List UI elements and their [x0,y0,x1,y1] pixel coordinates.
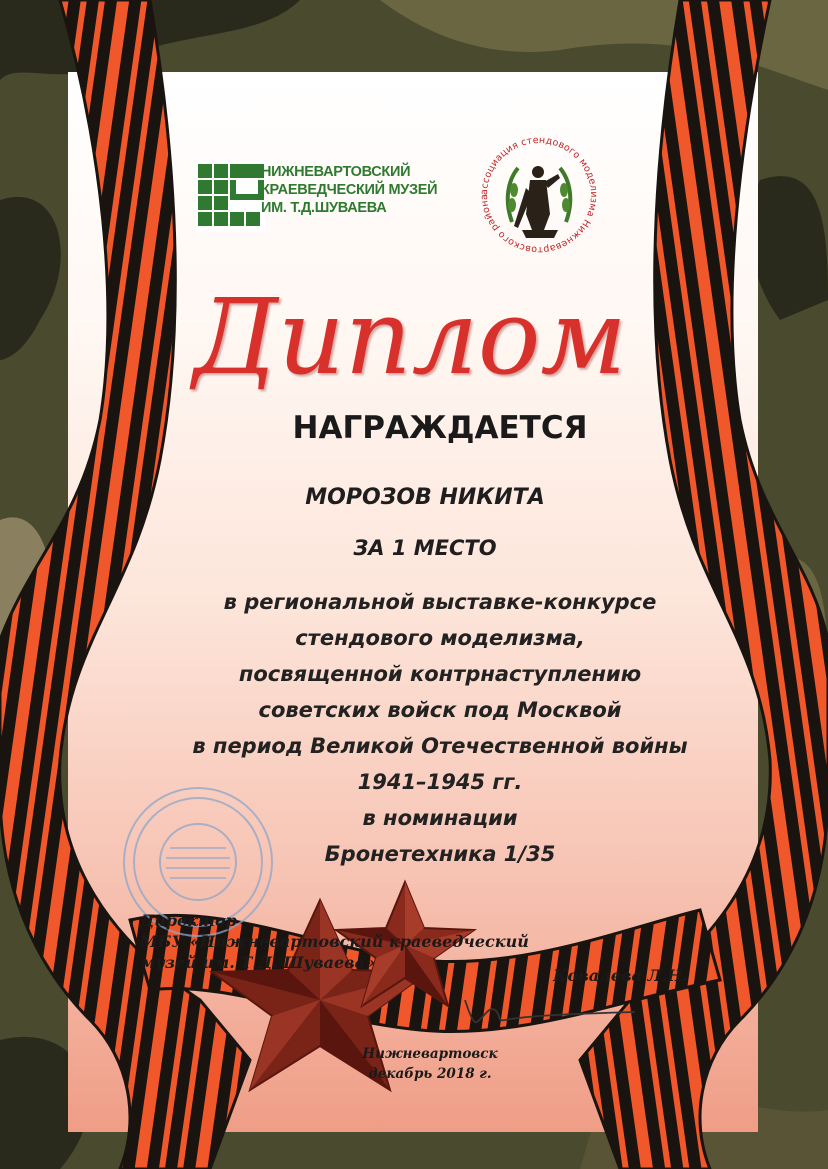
awarded-heading: НАГРАЖДАЕТСЯ [292,410,588,446]
award-place: ЗА 1 МЕСТО [353,536,497,560]
description-line: в период Великой Отечественной войны [192,734,688,758]
museum-name-line: НИЖНЕВАРТОВСКИЙ [261,164,411,180]
museum-name-line: КРАЕВЕДЧЕСКИЙ МУЗЕЙ [261,182,438,198]
description-line: посвященной контрнаступлению [238,662,642,686]
issue-date: декабрь 2018 г. [368,1066,492,1082]
association-seal-text: ассоциация стендового моделизма Нижневартовского района [478,134,600,256]
museum-logo-icon [196,162,266,232]
association-logo-icon [474,130,604,260]
description-line: в региональной выставке-конкурсе [223,590,657,614]
organization-line: музей им. Т.Д. Шуваева» [140,953,375,972]
soldier-emblem-icon [508,166,571,238]
description-line: Бронетехника 1/35 [324,842,556,866]
description-line: 1941–1945 гг. [357,770,523,794]
signature-block [140,910,560,973]
issue-place-date [340,1044,520,1084]
director-title: Директор [140,911,237,930]
signer-name: Ковалева Л.Н. [553,966,688,985]
description-line: в номинации [362,806,518,830]
organization-line: МБУ «Нижневартовский краеведческий [140,932,529,951]
issue-city: Нижневартовск [362,1046,498,1062]
museum-name-line: ИМ. Т.Д.ШУВАЕВА [261,200,387,216]
diploma-title: Диплом [193,276,627,398]
museum-name [261,163,461,217]
handwritten-signature [455,992,655,1032]
recipient-name: МОРОЗОВ НИКИТА [305,485,545,510]
description-line: советских войск под Москвой [258,698,622,722]
description-line: стендового моделизма, [295,626,585,650]
